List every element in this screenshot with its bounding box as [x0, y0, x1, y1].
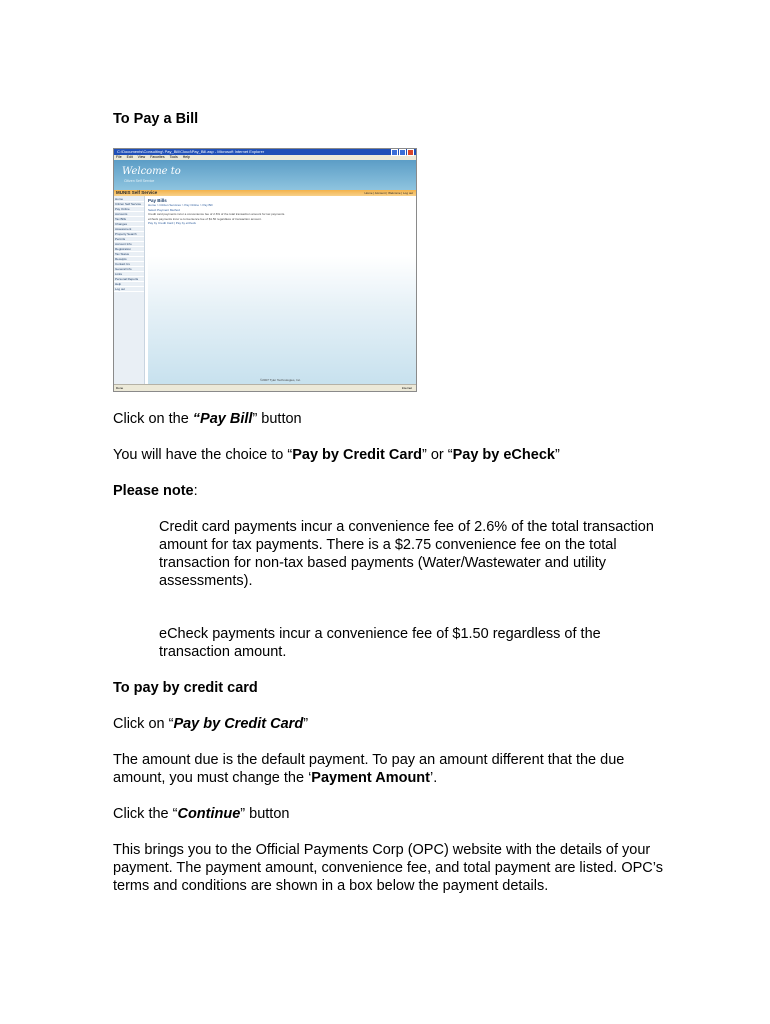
- text: ” button: [240, 806, 290, 822]
- text: :: [193, 483, 198, 499]
- text: ” button: [252, 411, 302, 427]
- content-line: eCheck payments incur a convenience fee of $1.50 regardless of transaction amount.: [148, 216, 262, 221]
- side-nav-item: Permits: [114, 237, 144, 242]
- side-nav-item: Log out: [114, 287, 144, 292]
- continue-emphasis: Continue: [177, 806, 241, 822]
- side-nav-item: Personal Reports: [114, 277, 144, 282]
- content-background: [148, 256, 416, 385]
- side-nav-item: Tax Bills: [114, 217, 144, 222]
- echeck-emphasis: Pay by eCheck: [452, 447, 555, 463]
- credit-card-emphasis: Pay by Credit Card: [292, 447, 422, 463]
- maximize-icon: [399, 149, 406, 156]
- menu-item: Tools: [169, 155, 178, 159]
- status-left: Done: [116, 386, 124, 390]
- side-nav-item: Property Search: [114, 232, 144, 237]
- text: ”: [303, 716, 309, 732]
- menu-item: Help: [182, 155, 190, 159]
- side-nav-item: Tax Status: [114, 252, 144, 257]
- side-nav-item: Pay Online: [114, 207, 144, 212]
- side-nav-item: Assessment: [114, 227, 144, 232]
- content-line: Select Payment Method: [148, 207, 180, 212]
- screenshot-body: [114, 196, 416, 385]
- section-heading-credit-card: To pay by credit card: [113, 680, 258, 696]
- side-nav-item: Citizen Self Service: [114, 202, 144, 207]
- site-banner: [114, 160, 416, 190]
- instruction-pay-bill: [113, 410, 673, 428]
- instruction-payment-amount: [113, 751, 673, 787]
- status-right: Internet: [401, 386, 412, 390]
- content-breadcrumb: Home > Citizen Services > Pay Online > Pay Bill: [148, 203, 213, 207]
- instruction-continue: [113, 805, 673, 823]
- side-nav: [114, 196, 145, 385]
- pay-bill-emphasis: “Pay Bill: [192, 411, 253, 427]
- text: ’.: [430, 770, 438, 786]
- site-logo-sub: Citizen Self Service: [124, 179, 155, 183]
- side-nav-item: Accounts: [114, 212, 144, 217]
- window-buttons: [391, 149, 414, 156]
- instruction-choice: [113, 446, 673, 464]
- content-line: Credit card payments incur a convenience fee of 2.6% of the total transaction amount for tax payments.: [148, 212, 286, 216]
- content-payment-links: Pay by Credit Card | Pay by eCheck: [148, 221, 196, 225]
- payment-amount-emphasis: Payment Amount: [311, 770, 430, 786]
- header-links: Home | Account | Welcome | Log out: [364, 191, 413, 195]
- text: Click on “: [113, 716, 174, 732]
- menu-item: Edit: [126, 155, 133, 159]
- instruction-opc-website: This brings you to the Official Payments Corp (OPC) website with the details of your payment. The payment amount, convenience fee, and total payment are listed. OPC’s terms and conditions are shown in a box below the payment details.: [113, 842, 663, 894]
- side-nav-item: Home: [114, 197, 144, 202]
- minimize-icon: [391, 149, 398, 156]
- close-icon: [407, 149, 414, 156]
- note-echeck-fee: eCheck payments incur a convenience fee of $1.50 regardless of the transaction amount.: [159, 626, 601, 660]
- side-nav-item: Help: [114, 282, 144, 287]
- side-nav-item: Contact Us: [114, 262, 144, 267]
- side-nav-item: Receipts: [114, 257, 144, 262]
- page-title: To Pay a Bill: [113, 111, 199, 127]
- text: The amount due is the default payment. To pay an amount different that the due amount, you must change the ‘: [113, 752, 625, 786]
- side-nav-item: Changes: [114, 222, 144, 227]
- content-footer: ©2007 Tyler Technologies, Inc.: [260, 378, 301, 382]
- menu-item: Favorites: [150, 155, 165, 159]
- menu-item: File: [116, 155, 122, 159]
- menu-item: View: [137, 155, 146, 159]
- screenshot-content: [145, 196, 416, 385]
- text: ” or “: [421, 447, 453, 463]
- text: You will have the choice to “: [113, 447, 293, 463]
- site-logo: Welcome to: [122, 166, 181, 177]
- instruction-pay-credit-card: [113, 715, 673, 733]
- content-heading: Pay Bills: [148, 198, 167, 203]
- side-nav-item: Registration: [114, 247, 144, 252]
- pay-by-credit-card-emphasis: Pay by Credit Card: [173, 716, 304, 732]
- side-nav-item: Links: [114, 272, 144, 277]
- note-credit-card-fee: Credit card payments incur a convenience fee of 2.6% of the total transaction amount for tax payments. There is a $2.75 convenience fee on the total transaction for non-tax based payments (Water/Wastewater and utility assessments).: [159, 519, 654, 589]
- side-nav-item: Account Info: [114, 242, 144, 247]
- side-nav-item: General Info: [114, 267, 144, 272]
- please-note-label: Please note: [113, 483, 194, 499]
- window-title: C:\Documents\Consulting\ Pay_Bill\Cloud\Pay_Bill.asp - Microsoft Internet Explorer: [114, 149, 416, 155]
- status-bar: [114, 384, 416, 391]
- please-note: [113, 482, 673, 500]
- text: Click the “: [113, 806, 178, 822]
- text: ”: [554, 447, 560, 463]
- self-service-screenshot: [113, 148, 417, 392]
- app-title: MUNIS Self Service: [116, 190, 158, 195]
- text: Click on the: [113, 411, 193, 427]
